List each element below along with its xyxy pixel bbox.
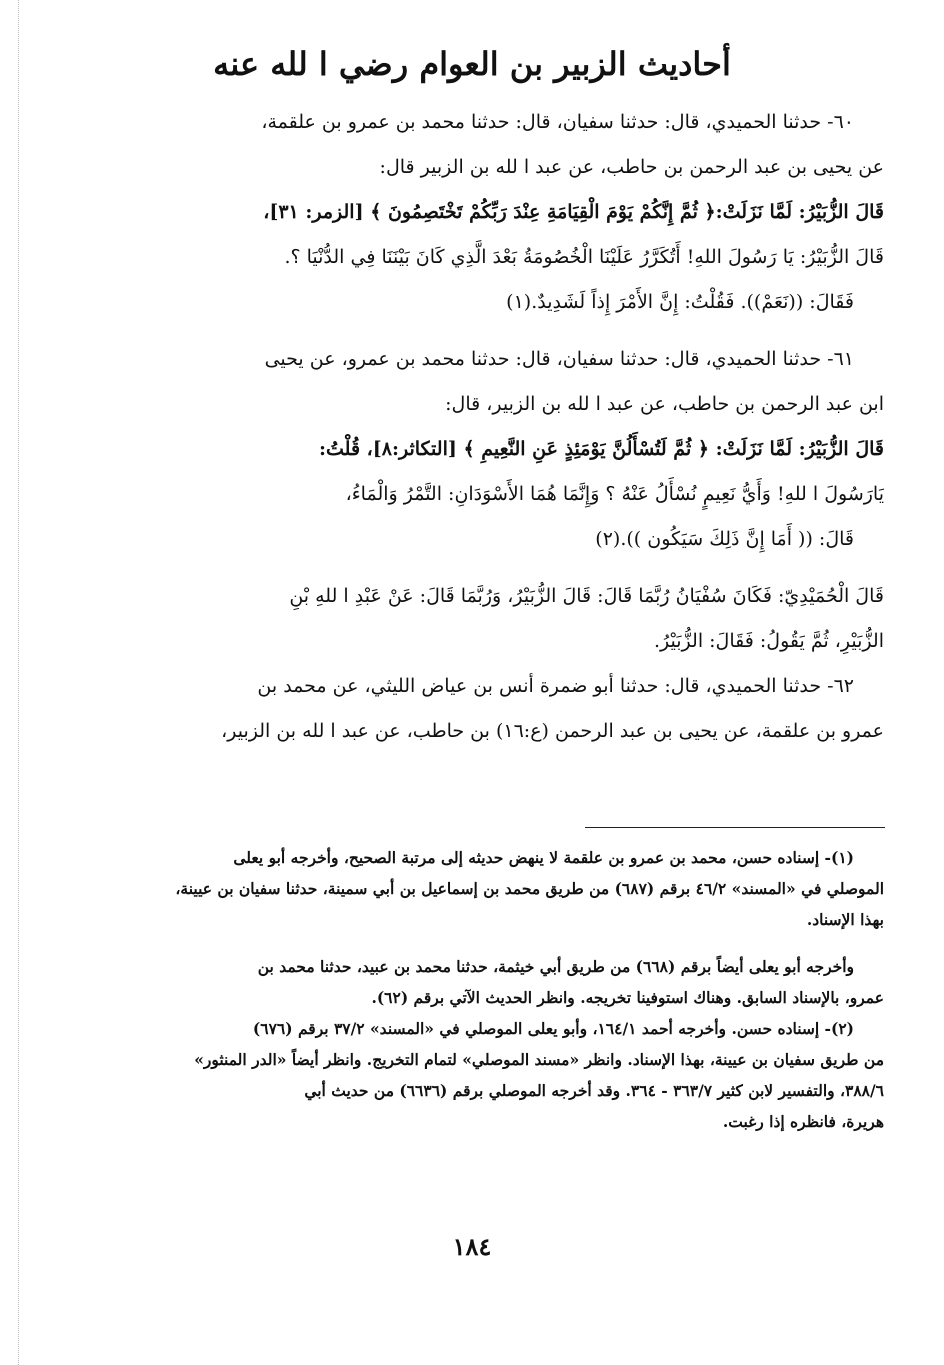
body-line-13: ٦٢- حدثنا الحميدي، قال: حدثنا أبو ضمرة أنس بن عياض الليثي، عن محمد بن [257,675,854,697]
body-line-7: ابن عبد الرحمن بن حاطب، عن عبد ا لله بن الزبير، قال: [445,393,884,415]
page-title: أحاديث الزبير بن العوام رضي ا لله عنه [213,45,731,83]
footnote-line-7: من طريق سفيان بن عيينة، بهذا الإسناد. وانظر «مسند الموصلي» لتمام التخريج. وانظر أيضاً «الدر المنثور» [194,1050,884,1069]
body-line-14: عمرو بن علقمة، عن يحيى بن عبد الرحمن (ع:١٦) بن حاطب، عن عبد ا لله بن الزبير، [221,720,884,742]
footnote-line-8: ٣٨٨/٦، والتفسير لابن كثير ٣٦٣/٧ - ٣٦٤. وقد أخرجه الموصلي برقم (٦٦٣٦) من حديث أبي [304,1081,884,1100]
body-line-1: ٦٠- حدثنا الحميدي، قال: حدثنا سفيان، قال: حدثنا محمد بن عمرو بن علقمة، [261,111,854,133]
body-line-11: قَالَ الْحُمَيْدِيّ: فَكَانَ سُفْيَانُ رُبَّمَا قَالَ: قَالَ الزُّبَيْرُ، وَرُبَّمَا قَالَ: عَنْ عَبْدِ ا للهِ بْنِ [289,585,884,607]
footnote-separator [585,827,885,828]
body-line-12: الزُّبَيْرِ، ثُمَّ يَقُولُ: فَقَالَ: الزُّبَيْرُ. [654,630,884,652]
footnotes [100,842,884,1137]
footnote-line-6: (٢)- إسناده حسن. وأخرجه أحمد ١٦٤/١، وأبو يعلى الموصلي في «المسند» ٣٧/٢ برقم (٦٧٦) [252,1019,854,1038]
body-line-3: قَالَ الزُّبَيْرُ: لَمَّا نَزَلَتْ:﴿ ثُمَّ إِنَّكُمْ يَوْمَ الْقِيَامَةِ عِنْدَ رَبِّكُمْ تَخْتَصِمُونَ ﴾ [الزمر: ٣١]، [263,201,884,223]
body-line-4: قَالَ الزُّبَيْرُ: يَا رَسُولَ اللهِ! أَتُكَرَّرُ عَلَيْنَا الْخُصُومَةُ بَعْدَ الَّذِي كَانَ بَيْنَنَا فِي الدُّنْيَا ؟. [284,246,884,268]
page-number: ١٨٤ [452,1232,492,1261]
body-line-2: عن يحيى بن عبد الرحمن بن حاطب، عن عبد ا لله بن الزبير قال: [379,156,884,178]
hadith-body [100,100,884,754]
footnote-line-3: بهذا الإسناد. [806,910,884,929]
footnote-line-5: عمرو، بالإسناد السابق. وهناك استوفينا تخريجه. وانظر الحديث الآتي برقم (٦٢). [371,988,884,1007]
body-line-5: فَقَالَ: ((نَعَمْ)). فَقُلْتُ: إِنَّ الأَمْرَ إِذاً لَشَدِيدٌ.(١) [506,291,854,313]
body-line-6: ٦١- حدثنا الحميدي، قال: حدثنا سفيان، قال: حدثنا محمد بن عمرو، عن يحيى [264,348,854,370]
footnote-line-9: هريرة، فانظره إذا رغبت. [722,1112,884,1131]
body-line-8: قَالَ الزُّبَيْرُ: لَمَّا نَزَلَتْ: ﴿ ثُمَّ لَتُسْأَلُنَّ يَوْمَئِذٍ عَنِ النَّعِيمِ ﴾ [التكاثر:٨]، قُلْتُ: [318,438,884,460]
footnote-line-1: (١)- إسناده حسن، محمد بن عمرو بن علقمة لا ينهض حديثه إلى مرتبة الصحيح، وأخرجه أبو يعلى [233,848,854,867]
footnote-line-2: الموصلي في «المسند» ٤٦/٢ برقم (٦٨٧) من طريق محمد بن إسماعيل بن أبي سمينة، حدثنا سفيان بن عيينة، [175,879,884,898]
body-line-10: قَالَ: (( أَمَا إِنَّ ذَلِكَ سَيَكُون )).(٢) [595,528,854,550]
footnote-line-4: وأخرجه أبو يعلى أيضاً برقم (٦٦٨) من طريق أبي خيثمة، حدثنا محمد بن عبيد، حدثنا محمد بن [257,957,854,976]
body-line-9: يَارَسُولَ ا للهِ! وَأَيُّ نَعِيمٍ نُسْأَلُ عَنْهُ ؟ وَإِنَّمَا هُمَا الأَسْوَدَانِ: التَّمْرُ وَالْمَاءُ، [345,483,884,505]
scan-edge-dots [18,0,19,1365]
